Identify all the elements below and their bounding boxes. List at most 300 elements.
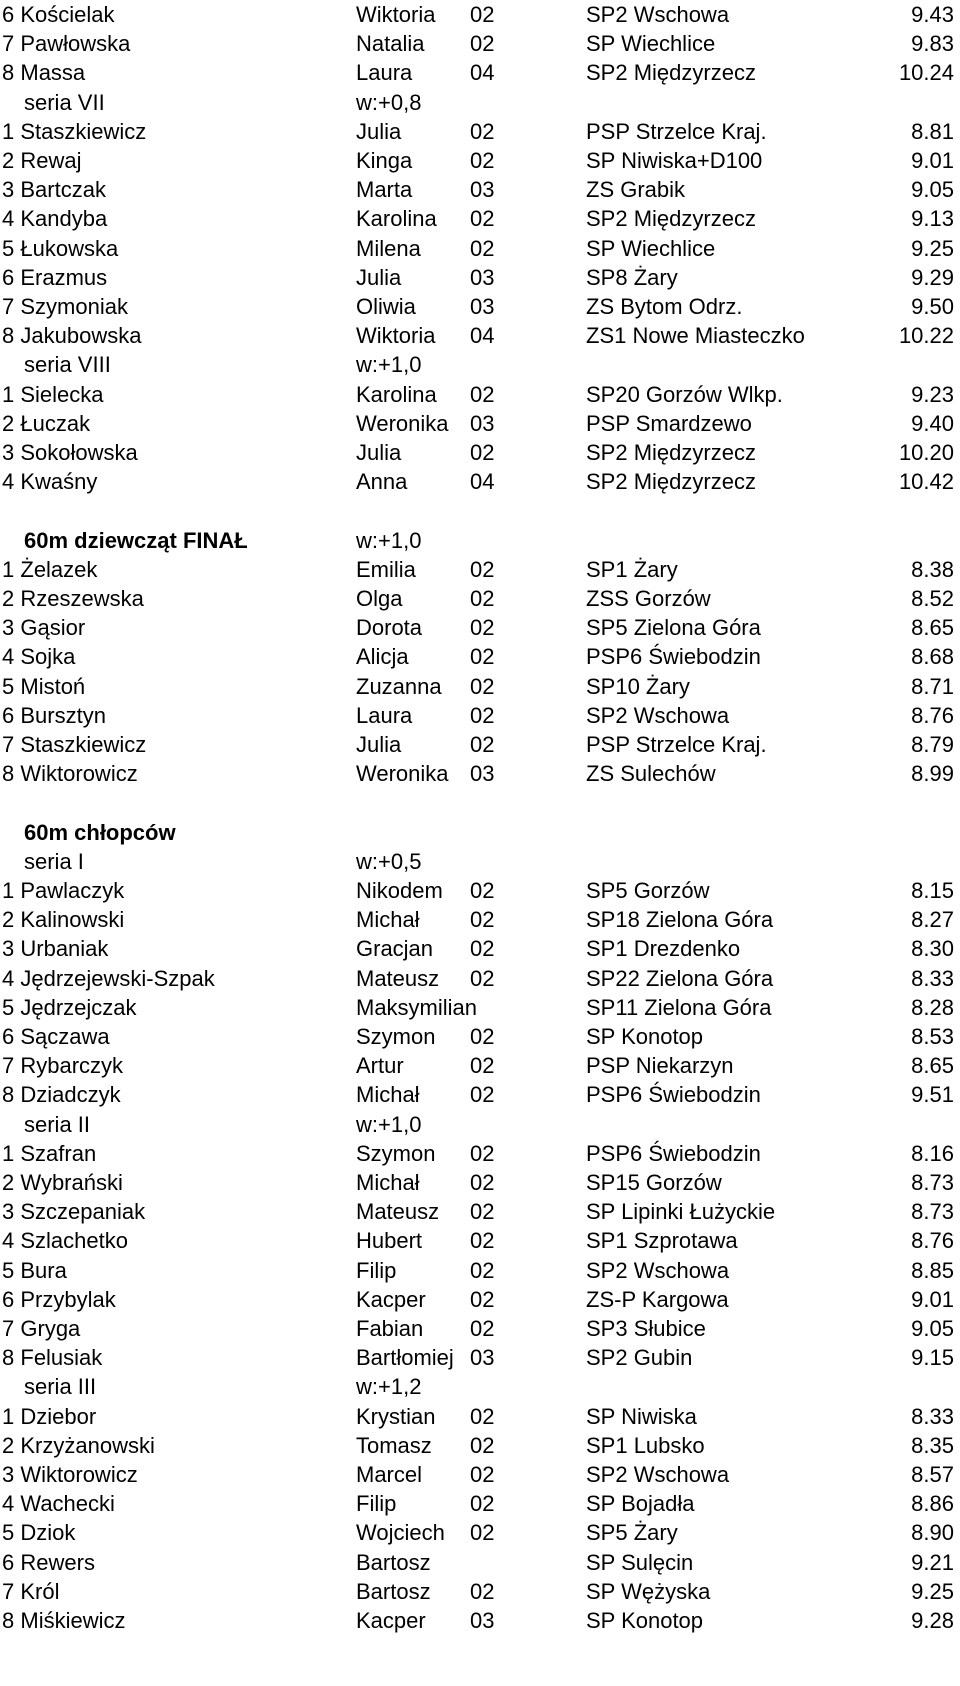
athlete-cell <box>2 905 124 934</box>
club-name: SP Bojadła <box>586 1491 695 1517</box>
birth-year: 02 <box>470 644 495 670</box>
place-number: 1 <box>2 381 15 407</box>
place-number: 4 <box>2 1228 15 1254</box>
club-name: ZSS Gorzów <box>586 586 711 611</box>
club-name: SP5 Zielona Góra <box>586 615 761 641</box>
athlete-cell <box>2 964 215 993</box>
result-row <box>0 1080 960 1109</box>
first-name: Artur <box>356 1053 404 1079</box>
club-name: SP15 Gorzów <box>586 1170 722 1195</box>
result-time: 9.43 <box>911 2 954 27</box>
birth-year: 02 <box>470 1520 495 1546</box>
surname: Bartczak <box>20 177 106 203</box>
athlete-cell <box>2 0 115 29</box>
result-row <box>0 1402 960 1431</box>
athlete-cell <box>2 58 85 87</box>
first-name: Marta <box>356 177 413 203</box>
birth-year: 02 <box>470 206 495 232</box>
athlete-cell <box>2 1606 126 1635</box>
first-name: Tomasz <box>356 1432 432 1458</box>
athlete-cell <box>2 117 146 146</box>
place-number: 7 <box>2 31 15 57</box>
first-name: Mateusz <box>356 1199 440 1225</box>
first-name: Olga <box>356 586 403 611</box>
result-time: 8.73 <box>911 1199 954 1225</box>
club-name: SP1 Szprotawa <box>586 1228 738 1254</box>
birth-year: 02 <box>470 1432 495 1458</box>
surname: Wybrański <box>20 1170 123 1195</box>
birth-year: 02 <box>470 235 495 261</box>
result-time: 9.40 <box>911 410 954 436</box>
club-name: SP Lipinki Łużyckie <box>586 1199 776 1225</box>
club-name: SP Niwiska <box>586 1403 697 1429</box>
first-name: Zuzanna <box>356 673 442 699</box>
birth-year: 02 <box>470 1140 495 1166</box>
first-name: Marcel <box>356 1462 423 1487</box>
first-name: Karolina <box>356 381 437 407</box>
athlete-cell <box>2 730 146 759</box>
result-time: 8.86 <box>911 1491 954 1517</box>
result-row <box>0 555 960 584</box>
surname: Dziadczyk <box>20 1082 121 1108</box>
place-number: 8 <box>2 60 15 86</box>
place-number: 7 <box>2 294 15 319</box>
result-time: 9.83 <box>911 31 954 57</box>
athlete-cell <box>2 584 144 613</box>
athlete-cell <box>2 993 137 1022</box>
result-row <box>0 993 960 1022</box>
result-row <box>0 1139 960 1168</box>
club-name: SP Wiechlice <box>586 235 716 261</box>
birth-year: 02 <box>470 148 495 173</box>
place-number: 3 <box>2 615 15 641</box>
result-row <box>0 146 960 175</box>
result-time: 8.76 <box>911 702 954 728</box>
surname: Gryga <box>20 1316 81 1341</box>
athlete-cell <box>2 555 97 584</box>
club-name: SP5 Żary <box>586 1520 678 1546</box>
birth-year: 04 <box>470 60 495 86</box>
place-number: 7 <box>2 732 15 757</box>
result-time: 8.81 <box>911 118 954 144</box>
place-number: 4 <box>2 1491 15 1517</box>
athlete-cell <box>2 380 104 409</box>
event-title: 60m chłopców <box>24 819 176 845</box>
result-row <box>0 876 960 905</box>
club-name: SP1 Drezdenko <box>586 936 741 962</box>
place-number: 3 <box>2 936 15 962</box>
athlete-cell <box>2 613 85 642</box>
place-number: 2 <box>2 586 15 611</box>
athlete-cell <box>2 1314 80 1343</box>
heat-header <box>0 1372 960 1401</box>
heat-header <box>0 350 960 379</box>
club-name: SP3 Słubice <box>586 1316 706 1341</box>
result-row <box>0 1226 960 1255</box>
birth-year: 02 <box>470 381 495 407</box>
result-time: 9.01 <box>911 148 954 173</box>
surname: Wiktorowicz <box>20 1462 138 1487</box>
surname: Rybarczyk <box>20 1053 124 1079</box>
place-number: 5 <box>2 1257 15 1283</box>
surname: Pawlaczyk <box>20 878 125 903</box>
birth-year: 02 <box>470 440 495 465</box>
surname: Sączawa <box>20 1024 110 1049</box>
event-heading <box>0 526 960 555</box>
place-number: 3 <box>2 440 15 465</box>
first-name: Wojciech <box>356 1520 445 1546</box>
athlete-cell <box>2 175 106 204</box>
birth-year: 03 <box>470 1608 495 1633</box>
club-name: PSP6 Świebodzin <box>586 1082 761 1108</box>
club-name: SP10 Żary <box>586 673 690 699</box>
result-time: 9.05 <box>911 177 954 203</box>
result-row <box>0 0 960 29</box>
place-number: 3 <box>2 1462 15 1487</box>
club-name: SP2 Gubin <box>586 1345 693 1371</box>
place-number: 4 <box>2 206 15 232</box>
first-name: Oliwia <box>356 294 416 319</box>
birth-year: 02 <box>470 1024 495 1049</box>
result-time: 8.90 <box>911 1520 954 1546</box>
result-time: 8.38 <box>911 556 954 582</box>
birth-year: 04 <box>470 469 495 495</box>
birth-year: 02 <box>470 1286 495 1312</box>
first-name: Fabian <box>356 1316 424 1341</box>
birth-year: 02 <box>470 586 495 611</box>
birth-year: 02 <box>470 732 495 757</box>
result-row <box>0 1343 960 1372</box>
surname: Pawłowska <box>20 31 131 57</box>
place-number: 1 <box>2 1403 15 1429</box>
place-number: 8 <box>2 1345 15 1371</box>
surname: Sokołowska <box>20 440 138 465</box>
result-time: 9.23 <box>911 381 954 407</box>
heat-header <box>0 88 960 117</box>
club-name: ZS Sulechów <box>586 761 716 787</box>
first-name: Bartosz <box>356 1578 431 1604</box>
place-number: 5 <box>2 673 15 699</box>
birth-year: 03 <box>470 294 495 319</box>
birth-year: 02 <box>470 1053 495 1079</box>
result-time: 10.42 <box>898 469 954 495</box>
place-number: 2 <box>2 148 15 173</box>
athlete-cell <box>2 672 85 701</box>
surname: Erazmus <box>20 264 108 290</box>
club-name: PSP Strzelce Kraj. <box>586 732 767 757</box>
result-time: 8.28 <box>911 994 954 1020</box>
athlete-cell <box>2 263 107 292</box>
place-number: 2 <box>2 1170 15 1195</box>
birth-year: 02 <box>470 673 495 699</box>
surname: Sielecka <box>20 381 104 407</box>
athlete-cell <box>2 1548 95 1577</box>
first-name: Szymon <box>356 1140 436 1166</box>
birth-year: 02 <box>470 1578 495 1604</box>
club-name: SP2 Międzyrzecz <box>586 206 756 232</box>
result-row <box>0 1314 960 1343</box>
club-name: SP Konotop <box>586 1024 704 1049</box>
surname: Miśkiewicz <box>20 1608 126 1633</box>
place-number: 5 <box>2 1520 15 1546</box>
athlete-cell <box>2 321 141 350</box>
heat-label: seria II <box>24 1111 91 1137</box>
result-time: 8.27 <box>911 907 954 933</box>
club-name: SP1 Żary <box>586 556 678 582</box>
surname: Sojka <box>20 644 76 670</box>
surname: Jędrzejewski-Szpak <box>20 965 215 991</box>
club-name: SP Sulęcin <box>586 1549 694 1575</box>
place-number: 1 <box>2 556 15 582</box>
place-number: 5 <box>2 235 15 261</box>
athlete-cell <box>2 1343 102 1372</box>
birth-year: 02 <box>470 1170 495 1195</box>
result-time: 8.68 <box>911 644 954 670</box>
birth-year: 02 <box>470 1316 495 1341</box>
birth-year: 03 <box>470 264 495 290</box>
athlete-cell <box>2 1518 75 1547</box>
place-number: 2 <box>2 410 15 436</box>
result-row <box>0 1489 960 1518</box>
heat-header <box>0 1110 960 1139</box>
wind-reading: w:+0,5 <box>356 848 422 874</box>
birth-year: 03 <box>470 410 495 436</box>
result-time: 8.33 <box>911 1403 954 1429</box>
result-row <box>0 1606 960 1635</box>
result-time: 8.30 <box>911 936 954 962</box>
athlete-cell <box>2 409 90 438</box>
club-name: ZS-P Kargowa <box>586 1286 729 1312</box>
club-name: ZS Grabik <box>586 177 686 203</box>
surname: Szczepaniak <box>20 1199 146 1225</box>
club-name: SP18 Zielona Góra <box>586 907 774 933</box>
athlete-cell <box>2 1431 155 1460</box>
athlete-cell <box>2 1080 121 1109</box>
result-time: 8.99 <box>911 761 954 787</box>
club-name: SP2 Międzyrzecz <box>586 469 756 495</box>
event-title: 60m dziewcząt FINAŁ <box>24 527 248 553</box>
result-row <box>0 759 960 788</box>
athlete-cell <box>2 1285 116 1314</box>
first-name: Kinga <box>356 148 413 173</box>
club-name: SP8 Żary <box>586 264 678 290</box>
surname: Kalinowski <box>20 907 125 933</box>
place-number: 2 <box>2 1432 15 1458</box>
result-row <box>0 380 960 409</box>
surname: Wachecki <box>20 1491 115 1517</box>
athlete-cell <box>2 204 107 233</box>
place-number: 1 <box>2 878 15 903</box>
first-name: Weronika <box>356 410 449 436</box>
wind-reading: w:+1,0 <box>356 1111 422 1137</box>
result-row <box>0 263 960 292</box>
birth-year: 02 <box>470 31 495 57</box>
first-name: Bartłomiej <box>356 1345 454 1371</box>
surname: Bura <box>20 1257 67 1283</box>
surname: Mistoń <box>20 673 86 699</box>
club-name: SP20 Gorzów Wlkp. <box>586 381 783 407</box>
first-name: Julia <box>356 118 402 144</box>
result-row <box>0 1197 960 1226</box>
first-name: Kacper <box>356 1286 426 1312</box>
first-name: Milena <box>356 235 421 261</box>
result-row <box>0 29 960 58</box>
result-time: 8.16 <box>911 1140 954 1166</box>
first-name: Maksymilian <box>356 994 478 1020</box>
result-row <box>0 730 960 759</box>
birth-year: 02 <box>470 702 495 728</box>
result-time: 9.05 <box>911 1316 954 1341</box>
result-row <box>0 905 960 934</box>
result-row <box>0 964 960 993</box>
athlete-cell <box>2 292 128 321</box>
first-name: Wiktoria <box>356 323 436 349</box>
athlete-cell <box>2 467 97 496</box>
place-number: 1 <box>2 1140 15 1166</box>
surname: Dziok <box>20 1520 76 1546</box>
place-number: 6 <box>2 1286 15 1312</box>
result-row <box>0 584 960 613</box>
athlete-cell <box>2 1489 115 1518</box>
surname: Staszkiewicz <box>20 732 147 757</box>
club-name: SP2 Międzyrzecz <box>586 440 756 465</box>
club-name: SP11 Zielona Góra <box>586 994 772 1020</box>
athlete-cell <box>2 438 138 467</box>
result-time: 10.22 <box>898 323 954 349</box>
birth-year: 02 <box>470 907 495 933</box>
place-number: 6 <box>2 1024 15 1049</box>
club-name: SP Wężyska <box>586 1578 711 1604</box>
surname: Jędrzejczak <box>20 994 137 1020</box>
first-name: Julia <box>356 732 402 757</box>
result-time: 8.73 <box>911 1170 954 1195</box>
club-name: PSP Strzelce Kraj. <box>586 118 767 144</box>
place-number: 3 <box>2 1199 15 1225</box>
place-number: 1 <box>2 118 15 144</box>
surname: Kwaśny <box>20 469 98 495</box>
club-name: SP2 Wschowa <box>586 702 730 728</box>
place-number: 8 <box>2 323 15 349</box>
result-row <box>0 1256 960 1285</box>
birth-year: 02 <box>470 1491 495 1517</box>
surname: Rewaj <box>20 148 82 173</box>
result-row <box>0 292 960 321</box>
birth-year: 02 <box>470 2 495 27</box>
surname: Szafran <box>20 1140 97 1166</box>
surname: Gąsior <box>20 615 86 641</box>
surname: Szlachetko <box>20 1228 128 1254</box>
place-number: 3 <box>2 177 15 203</box>
result-row <box>0 409 960 438</box>
result-row <box>0 613 960 642</box>
birth-year: 02 <box>470 118 495 144</box>
first-name: Michał <box>356 1170 420 1195</box>
first-name: Anna <box>356 469 408 495</box>
result-time: 9.21 <box>911 1549 954 1575</box>
club-name: SP2 Międzyrzecz <box>586 60 756 86</box>
place-number: 4 <box>2 469 15 495</box>
athlete-cell <box>2 759 138 788</box>
heat-label: seria VII <box>24 89 105 115</box>
result-row <box>0 1285 960 1314</box>
birth-year: 02 <box>470 615 495 641</box>
result-time: 8.57 <box>911 1462 954 1487</box>
athlete-cell <box>2 234 118 263</box>
first-name: Krystian <box>356 1403 436 1429</box>
birth-year: 02 <box>470 1082 495 1108</box>
birth-year: 03 <box>470 177 495 203</box>
club-name: ZS Bytom Odrz. <box>586 294 743 319</box>
wind-reading: w:+1,2 <box>356 1374 422 1400</box>
result-time: 8.85 <box>911 1257 954 1283</box>
first-name: Filip <box>356 1491 397 1517</box>
first-name: Gracjan <box>356 936 434 962</box>
place-number: 7 <box>2 1053 15 1079</box>
club-name: PSP6 Świebodzin <box>586 1140 761 1166</box>
result-time: 8.65 <box>911 1053 954 1079</box>
result-time: 8.76 <box>911 1228 954 1254</box>
surname: Jakubowska <box>20 323 142 349</box>
result-row <box>0 1051 960 1080</box>
result-row <box>0 1431 960 1460</box>
birth-year: 02 <box>470 965 495 991</box>
birth-year: 02 <box>470 1257 495 1283</box>
first-name: Julia <box>356 264 402 290</box>
result-time: 9.51 <box>911 1082 954 1108</box>
birth-year: 02 <box>470 556 495 582</box>
first-name: Laura <box>356 702 413 728</box>
surname: Rzeszewska <box>20 586 144 611</box>
athlete-cell <box>2 1051 123 1080</box>
result-row <box>0 672 960 701</box>
athlete-cell <box>2 642 75 671</box>
club-name: SP Niwiska+D100 <box>586 148 763 173</box>
first-name: Emilia <box>356 556 416 582</box>
birth-year: 03 <box>470 1345 495 1371</box>
surname: Żelazek <box>20 556 98 582</box>
athlete-cell <box>2 1256 67 1285</box>
first-name: Michał <box>356 907 420 933</box>
heat-label: seria III <box>24 1374 97 1400</box>
surname: Dziebor <box>20 1403 97 1429</box>
first-name: Julia <box>356 440 402 465</box>
surname: Kandyba <box>20 206 108 232</box>
surname: Wiktorowicz <box>20 761 138 787</box>
first-name: Weronika <box>356 761 449 787</box>
surname: Kościelak <box>20 2 115 27</box>
result-time: 9.28 <box>911 1608 954 1633</box>
first-name: Laura <box>356 60 413 86</box>
place-number: 4 <box>2 965 15 991</box>
surname: Urbaniak <box>20 936 109 962</box>
first-name: Alicja <box>356 644 409 670</box>
birth-year: 03 <box>470 761 495 787</box>
result-row <box>0 175 960 204</box>
result-row <box>0 467 960 496</box>
place-number: 4 <box>2 644 15 670</box>
surname: Łukowska <box>20 235 119 261</box>
birth-year: 02 <box>470 936 495 962</box>
result-time: 8.79 <box>911 732 954 757</box>
first-name: Kacper <box>356 1608 426 1633</box>
result-row <box>0 438 960 467</box>
surname: Felusiak <box>20 1345 103 1371</box>
club-name: SP Konotop <box>586 1608 704 1633</box>
result-time: 9.15 <box>911 1345 954 1371</box>
result-row <box>0 1577 960 1606</box>
place-number: 8 <box>2 761 15 787</box>
first-name: Filip <box>356 1257 397 1283</box>
